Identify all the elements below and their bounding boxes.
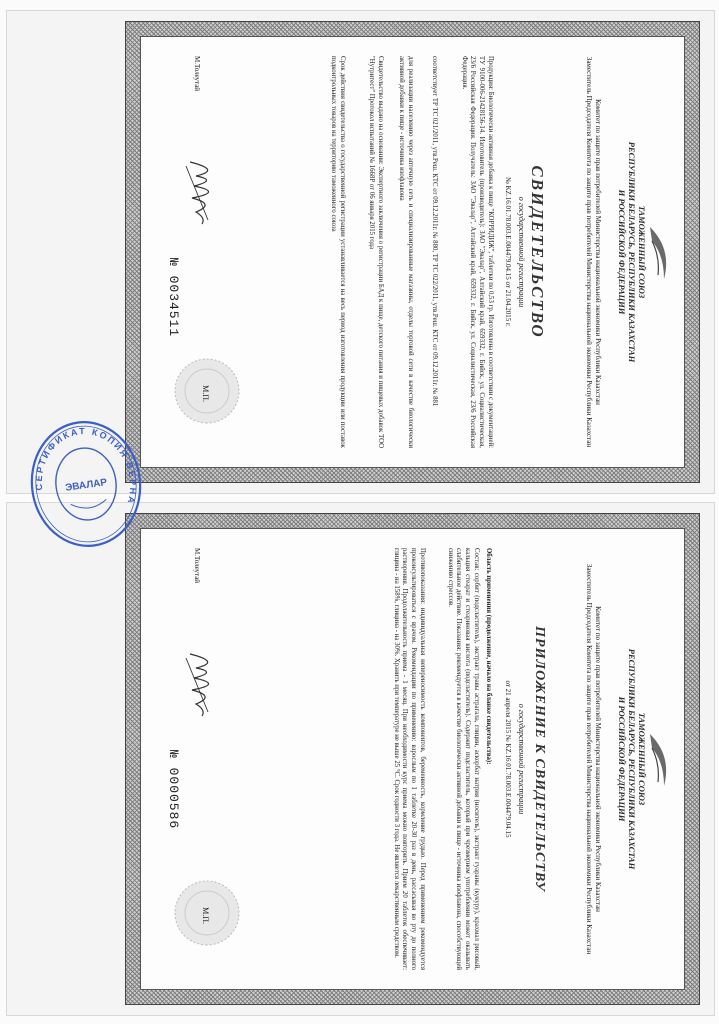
document-title: ПРИЛОЖЕНИЕ К СВИДЕТЕЛЬСТВУ <box>531 626 547 892</box>
basis-paragraph: Свидетельство выдано на основании: Экспертного заключения о регистрации БАД к пище, детского питания и пищевых добавок ТОО "Нутритест" Протокол испытаний № 1668Р от 06 января 2015 года <box>367 56 384 448</box>
union-countries: РЕСПУБЛИКИ БЕЛАРУСЬ, РЕСПУБЛИКИ КАЗАХСТАН <box>626 648 637 870</box>
serial-number: № 0000586 <box>165 750 181 830</box>
union-countries-cont: И РОССИЙСКОЙ ФЕДЕРАЦИИ <box>616 189 627 315</box>
ornamental-border <box>125 21 700 483</box>
document-title: СВИДЕТЕЛЬСТВО <box>527 165 547 339</box>
union-header <box>616 530 645 988</box>
customs-union-emblem-icon <box>646 728 670 790</box>
svg-text:СЕРТИФИКАТ КОПИЯ ВЕРНА: СЕРТИФИКАТ КОПИЯ ВЕРНА <box>33 426 139 507</box>
signer-name: М.Толеутай <box>192 56 201 92</box>
handwritten-signature <box>180 158 226 228</box>
mp-label: М.П. <box>200 907 210 924</box>
document-subtitle: о государственной регистрации <box>516 703 526 815</box>
serial-number: № 0034511 <box>165 258 181 338</box>
union-title: ТАМОЖЕННЫЙ СОЮЗ <box>636 205 647 299</box>
reg-no-label: № <box>503 735 512 742</box>
mp-label: М.П. <box>200 385 210 402</box>
union-header <box>616 38 645 466</box>
product-paragraph: Продукция: Биологически активная добавка к пище "КОРРИДИЖ", таблетки по 0,53 гр. Изготовлена в соответствии с документацией: ТУ 9100-006-21428156-14. Изготовитель (производитель): ЗАО "Эвалар", Алтайский край, 659332, г. Бийск, ул. Социалистическая, 23/6 Российская Федерация. Получатель: ЗАО "Эвалар", Алтайский край, 659332, г. Бийск, ул. Социалистическая, 23/6 Российская Федерация. <box>460 56 494 448</box>
composition-paragraph: Состав: сорбит (подсластитель), экстракт травы астрагала, глицин, аскорбат натрия (носитель), экстракт гуараны (кукуру), крахмал рисовый, кальция стеарат и стеариновая кислота (подсластитель). Содержит подсластитель, который при чрезмерном употреблении может оказывать слабительное действие. Показания: рекомендуется в качестве биологически активной добавки к пище - источника изофлавона, способствующей снижению стрессов. <box>446 548 480 970</box>
union-countries: РЕСПУБЛИКИ БЕЛАРУСЬ, РЕСПУБЛИКИ КАЗАХСТАН <box>626 141 637 363</box>
reg-year: 2015 <box>503 719 512 734</box>
committee-name: Комитет по защите прав потребителей Министерства национальной экономики Республики Казахстан <box>593 99 602 405</box>
issuing-authority <box>584 542 602 976</box>
appendix-sheet <box>6 502 715 1016</box>
registration-number-line <box>503 58 512 446</box>
registration-date-line <box>503 550 512 968</box>
validity-paragraph: Срок действия свидетельства о государственной регистрации устанавливается на весь период изготовления продукции или поставок подконтрольных товаров на территорию таможенного союза <box>329 56 346 448</box>
reg-from-label: от <box>503 281 512 288</box>
committee-name: Комитет по защите прав потребителей Министерства национальной экономики Республики Казахстан <box>593 606 602 912</box>
handwritten-signature <box>180 650 226 720</box>
signer-name: М.Толеутай <box>192 548 201 584</box>
union-title: ТАМОЖЕННЫЙ СОЮЗ <box>636 712 647 806</box>
deputy-chairman: Заместитель Председателя Комитета по защите прав потребителей Министерства национальной экономики Республики Казахстан <box>584 563 593 955</box>
registration-date: 21.04.2015 г. <box>503 289 512 327</box>
svg-text:ЭВАЛАР: ЭВАЛАР <box>64 477 108 494</box>
ornamental-border <box>125 513 700 1005</box>
customs-union-emblem-icon <box>646 221 670 283</box>
company-stamp <box>19 411 152 558</box>
appendix-body <box>140 528 685 990</box>
reg-from-label: от <box>503 680 512 687</box>
registration-number: KZ.16.01.78.003.Е.004479.04.15 <box>503 743 512 838</box>
rotated-appendix-content <box>150 530 676 988</box>
registration-number: KZ.16.01.78.003.Е.004479.04.15 <box>503 185 512 280</box>
deputy-chairman: Заместитель Председателя Комитета по защите прав потребителей Министерства национальной экономики Республики Казахстан <box>584 56 593 448</box>
reg-month: апреля <box>503 697 512 718</box>
scope-heading: Область применения (продолжение, начало на бланке свидетельства): <box>484 548 492 765</box>
purpose-paragraph: для реализации населению через аптечную сеть и специализированные магазины, отделы торговой сети в качестве биологически активной добавки к пище - источника изофлавона <box>397 56 414 448</box>
reg-no-label: № <box>503 177 512 184</box>
compliance-paragraph: соответствует ТР ТС 021/2011, утв.Реш. КТС от 09.12.2011г. № 880, ТР ТС 022/2011, утв.Реш. КТС от 09.12.2011г. № 881 <box>430 56 438 407</box>
document-subtitle: о государственной регистрации <box>516 196 526 308</box>
certificate-body <box>140 36 685 468</box>
union-countries-cont: И РОССИЙСКОЙ ФЕДЕРАЦИИ <box>616 696 627 822</box>
reg-day: 21 <box>503 688 512 696</box>
contraindications-paragraph: Противопоказания: индивидуальная непереносимость компонентов, беременность, кормление грудью. Перед применением рекомендуется проконсультироваться с врачом. Рекомендации по применению: взрослым по 1 таблетке 20-30 раз в день, рассасывая во рту до полного растворения. Продолжительность приема - 1 месяц. При необходимости курс приема можно повторить. Прием 20 таблеток обеспечивает: глицина - на 158%, глицина - на 30%. Хранить при температуре не выше 25 °С. Срок годности 3 года. Не является лекарственным средством. <box>392 548 426 970</box>
issuing-authority <box>584 50 602 454</box>
rotated-certificate-content <box>150 38 676 466</box>
